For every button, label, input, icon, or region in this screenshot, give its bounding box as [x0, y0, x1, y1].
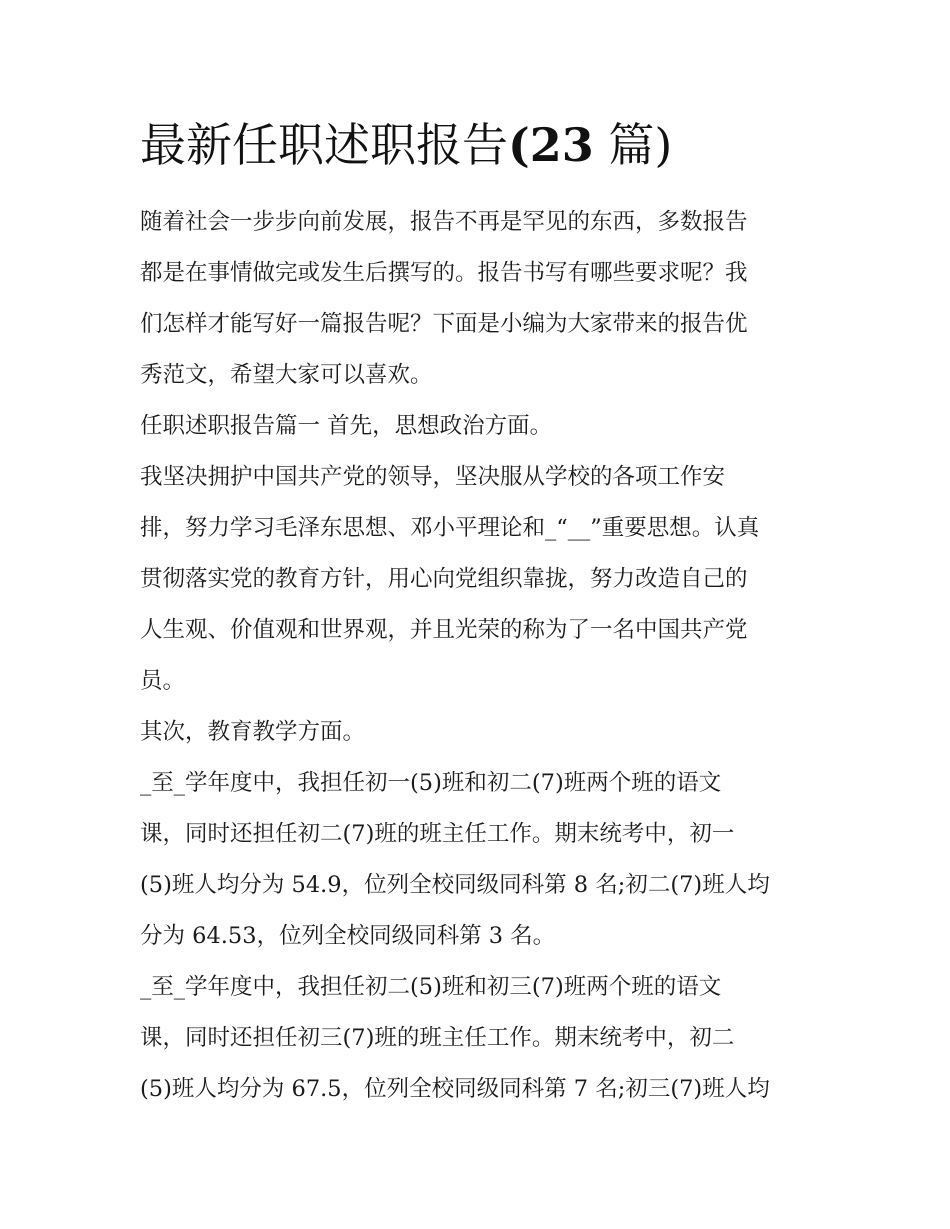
body-line: _至_学年度中，我担任初一(5)班和初二(7)班两个班的语文 — [140, 770, 722, 796]
document-body — [140, 197, 820, 1115]
title-suffix: 篇) — [593, 118, 673, 172]
body-line: 分为 64.53，位列全校同级同科第 3 名。 — [140, 923, 556, 949]
body-line: 员。 — [140, 668, 186, 694]
body-line: (5)班人均分为 67.5，位列全校同级同科第 7 名;初三(7)班人均 — [140, 1076, 770, 1102]
body-line: 都是在事情做完或发生后撰写的。报告书写有哪些要求呢？我 — [140, 260, 748, 286]
body-line: 们怎样才能写好一篇报告呢？下面是小编为大家带来的报告优 — [140, 311, 748, 337]
title-main: 最新任职述职报告 — [140, 118, 508, 172]
section-heading-line: 任职述职报告篇一 首先，思想政治方面。 — [140, 413, 553, 439]
body-line: 秀范文，希望大家可以喜欢。 — [140, 362, 433, 388]
document-title — [140, 113, 840, 177]
title-count: (23 — [508, 118, 594, 172]
body-line: 其次，教育教学方面。 — [140, 719, 366, 745]
body-line: 课，同时还担任初二(7)班的班主任工作。期末统考中，初一 — [140, 821, 735, 847]
body-line: 人生观、价值观和世界观，并且光荣的称为了一名中国共产党 — [140, 617, 748, 643]
body-line: 排，努力学习毛泽东思想、邓小平理论和_“__”重要思想。认真 — [140, 515, 760, 541]
body-line: _至_学年度中，我担任初二(5)班和初三(7)班两个班的语文 — [140, 974, 722, 1000]
body-line: 贯彻落实党的教育方针，用心向党组织靠拢，努力改造自己的 — [140, 566, 748, 592]
body-line: 课，同时还担任初三(7)班的班主任工作。期末统考中，初二 — [140, 1025, 735, 1051]
body-line: 我坚决拥护中国共产党的领导，坚决服从学校的各项工作安 — [140, 464, 726, 490]
body-line: (5)班人均分为 54.9，位列全校同级同科第 8 名;初二(7)班人均 — [140, 872, 770, 898]
body-line: 随着社会一步步向前发展，报告不再是罕见的东西，多数报告 — [140, 209, 748, 235]
